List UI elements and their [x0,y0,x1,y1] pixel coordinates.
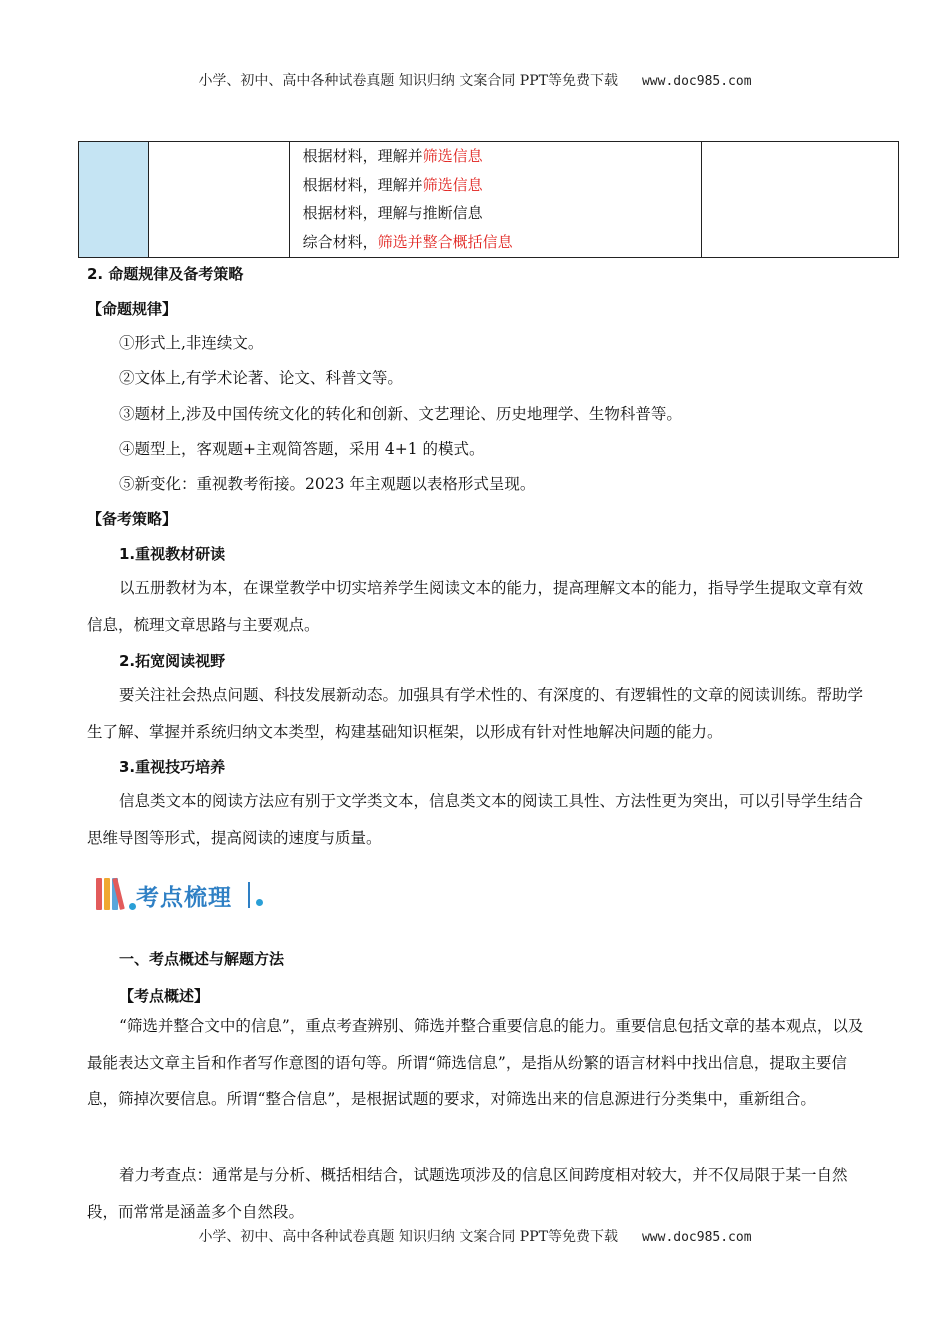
badge-dot-icon [256,899,263,906]
page-footer [0,1226,950,1246]
footer-site[interactable]: www.doc985.com [641,1230,752,1245]
rule-item: ⑤新变化：重视教考衔接。2023 年主观题以表格形式呈现。 [119,475,536,493]
strategy-text: 信息类文本的阅读方法应有别于文学类文本，信息类文本的阅读工具性、方法性更为突出，可以引导学生结合思维导图等形式，提高阅读的速度与质量。 [87,792,864,847]
overview-paragraph: “筛选并整合文中的信息”，重点考查辨别、筛选并整合重要信息的能力。重要信息包括文章的基本观点，以及最能表达文章主旨和作者写作意图的语句等。所谓“筛选信息”，是指从纷繁的语言材料中找出信息，提取主要信息，筛掉次要信息。所谓“整合信息”，是根据试题的要求，对筛选出来的信息源进行分类集中，重新组合。 [87,1017,864,1108]
strategy-title: 3.重视技巧培养 [119,758,226,776]
table-line: 根据材料，理解与推断信息 [302,204,483,222]
table-line: 根据材料，理解并筛选信息 [302,147,483,165]
strategy-text: 以五册教材为本，在课堂教学中切实培养学生阅读文本的能力，提高理解文本的能力，指导学生提取文章有效信息，梳理文章思路与主要观点。 [87,579,864,634]
rules-heading: 【命题规律】 [87,300,178,318]
rule-item: ③题材上,涉及中国传统文化的转化和创新、文艺理论、历史地理学、生物科普等。 [119,405,682,423]
page-header [0,70,950,90]
badge-title: 考点梳理 [136,885,232,911]
overview-heading: 【考点概述】 [119,987,210,1005]
table-cell-shaded [79,142,149,258]
table-line: 根据材料，理解并筛选信息 [302,175,483,194]
strategy-title: 1.重视教材研读 [119,545,226,563]
topic-table [78,141,899,258]
rule-item: ②文体上,有学术论著、论文、科普文等。 [119,369,403,387]
table-row [79,142,899,258]
table-line: 综合材料，筛选并整合概括信息 [302,232,513,251]
strategy-heading: 【备考策略】 [87,510,178,528]
header-text: 小学、初中、高中各种试卷真题 知识归纳 文案合同 PPT等免费下载 [198,73,618,89]
part-heading: 一、考点概述与解题方法 [119,950,285,968]
footer-text: 小学、初中、高中各种试卷真题 知识归纳 文案合同 PPT等免费下载 [198,1229,618,1245]
header-site[interactable]: www.doc985.com [641,74,752,89]
rule-item: ①形式上,非连续文。 [119,334,264,352]
table-cell-empty [148,142,289,258]
strategy-title: 2.拓宽阅读视野 [119,652,226,670]
strategy-text: 要关注社会热点问题、科技发展新动态。加强具有学术性的、有深度的、有逻辑性的文章的阅读训练。帮助学生了解、掌握并系统归纳文本类型，构建基础知识框架，以形成有针对性地解决问题的能力。 [87,686,864,741]
table-cell-requirements [289,142,702,258]
overview-paragraph: 着力考查点：通常是与分析、概括相结合，试题选项涉及的信息区间跨度相对较大，并不仅局限于某一自然段，而常常是涵盖多个自然段。 [87,1166,848,1221]
section-heading: 2. 命题规律及备考策略 [87,265,244,283]
badge-bar [248,882,250,908]
rule-item: ④题型上，客观题+主观简答题，采用 4+1 的模式。 [119,440,485,458]
section-badge [96,876,276,916]
table-cell-empty [702,142,899,258]
